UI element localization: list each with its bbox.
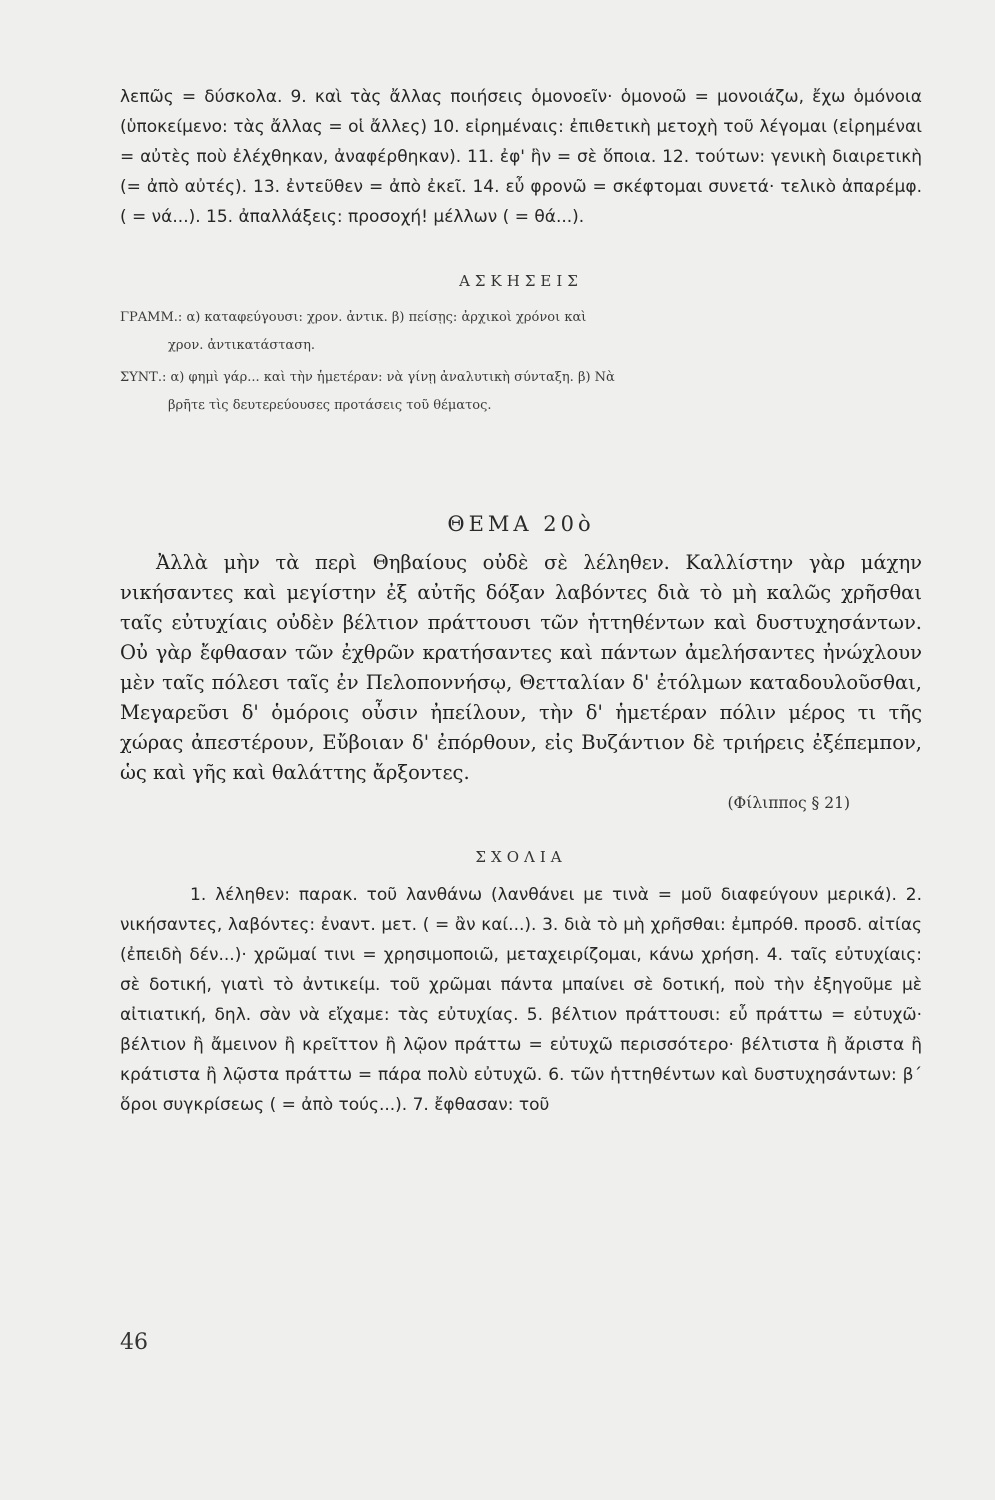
theme-source: (Φίλιππος § 21) [727, 794, 850, 812]
exercises-heading: ΑΣΚΗΣΕΙΣ [459, 272, 583, 290]
syntax-text-1: α) φημὶ γάρ... καὶ τὴν ἡμετέραν: νὰ γίνῃ ἀναλυτικὴ σύνταξη. β) Νὰ [170, 370, 615, 385]
theme-text: Ἀλλὰ μὴν τὰ περὶ Θηβαίους οὐδὲ σὲ λέληθεν. Καλλίστην γὰρ μάχην νικήσαντες καὶ μεγίστην ἐξ αὐτῆς δόξαν λαβόντες διὰ τὸ μὴ καλῶς χρῆσθαι ταῖς εὐτυχίαις οὐδὲν βέλτιον πράττουσι τῶν ἡττηθέντων καὶ δυστυχησάντων. Οὐ γὰρ ἔφθασαν τῶν ἐχθρῶν κρατήσαντες καὶ πάντων ἀμελήσαντες ἠνώχλουν μὲν ταῖς πόλεσι ταῖς ἐν Πελοποννήσῳ, Θετταλίαν δ' ἐτόλμων καταδουλοῦσθαι, Μεγαρεῦσι δ' ὁμόροις οὖσιν ἠπείλουν, τὴν δ' ἡμετέραν πόλιν μέρος τι τῆς χώρας ἀπεστέρουν, Εὔβοιαν δ' ἐπόρθουν, εἰς Βυζάντιον δὲ τριήρεις ἐξέπεμπον, ὡς καὶ γῆς καὶ θαλάττης ἄρξοντες. [120, 551, 922, 784]
grammar-text-2: χρον. ἀντικατάσταση. [168, 338, 315, 353]
scholia-paragraph: 1. λέληθεν: παρακ. τοῦ λανθάνω (λανθάνει με τινὰ = μοῦ διαφεύγουν μερικά). 2. νικήσαντες, λαβόντες: ἐναντ. μετ. ( = ἂν καί...). 3. διὰ τὸ μὴ χρῆσθαι: ἐμπρόθ. προσδ. αἰτίας (ἐπειδὴ δέν...)· χρῶμαί τινι = χρησιμοποιῶ, μεταχειρίζομαι, κάνω χρήση. 4. ταῖς εὐτυχίαις: σὲ δοτική, γιατὶ τὸ ἀντικείμ. τοῦ χρῶμαι πάντα μπαίνει σὲ δοτική, ποὺ τὴν ἐξηγοῦμε μὲ αἰτιατική, δηλ. σὰν νὰ εἴχαμε: τὰς εὐτυχίας. 5. βέλτιον πράττουσι: εὖ πράττω = εὐτυχῶ· βέλτιον ἢ ἄμεινον ἢ κρεῖττον ἢ λῷον πράττω = εὐτυχῶ περισσότερο· βέλτιστα ἢ ἄριστα ἢ κράτιστα ἢ λῷστα πράττω = πάρα πολὺ εὐτυχῶ. 6. τῶν ἡττηθέντων καὶ δυστυχησάντων: β΄ ὅροι συγκρίσεως ( = ἀπὸ τούς...). 7. ἔφθασαν: τοῦ [120, 885, 922, 1115]
page-number: 46 [120, 1330, 148, 1355]
theme-title: ΘΕΜΑ 20ὸ [447, 512, 595, 536]
grammar-text-1: α) καταφεύγουσι: χρον. ἀντικ. β) πείσῃς: ἀρχικοὶ χρόνοι καὶ [186, 310, 587, 325]
grammar-label: ΓΡΑΜΜ.: [120, 310, 183, 325]
syntax-text-2: βρῆτε τὶς δευτερεύουσες προτάσεις τοῦ θέματος. [168, 398, 492, 413]
scholia-heading: ΣΧΟΛΙΑ [475, 848, 567, 866]
scholia-block [120, 880, 922, 1120]
grammar-exercise [120, 304, 922, 332]
top-notes-paragraph: λεπῶς = δύσκολα. 9. καὶ τὰς ἄλλας ποιήσεις ὁμονοεῖν· ὁμονοῶ = μονοιάζω, ἔχω ὁμόνοια (ὑποκείμενο: τὰς ἄλλας = οἱ ἄλλες) 10. εἰρημέναις: ἐπιθετικὴ μετοχὴ τοῦ λέγομαι (εἰρημέναι = αὐτὲς ποὺ ἐλέχθηκαν, ἀναφέρθηκαν). 11. ἐφ' ἣν = σὲ ὅποια. 12. τούτων: γενικὴ διαιρετικὴ (= ἀπὸ αὐτές). 13. ἐντεῦθεν = ἀπὸ ἐκεῖ. 14. εὖ φρονῶ = σκέφτομαι συνετά· τελικὸ ἀπαρέμφ. ( = νά...). 15. ἀπαλλάξεις: προσοχή! μέλλων ( = θά...). [120, 87, 922, 227]
exercises-block [120, 304, 922, 420]
syntax-label: ΣΥΝΤ.: [120, 370, 167, 385]
page-content [120, 82, 922, 1120]
top-notes [120, 82, 922, 232]
syntax-exercise [120, 364, 922, 392]
